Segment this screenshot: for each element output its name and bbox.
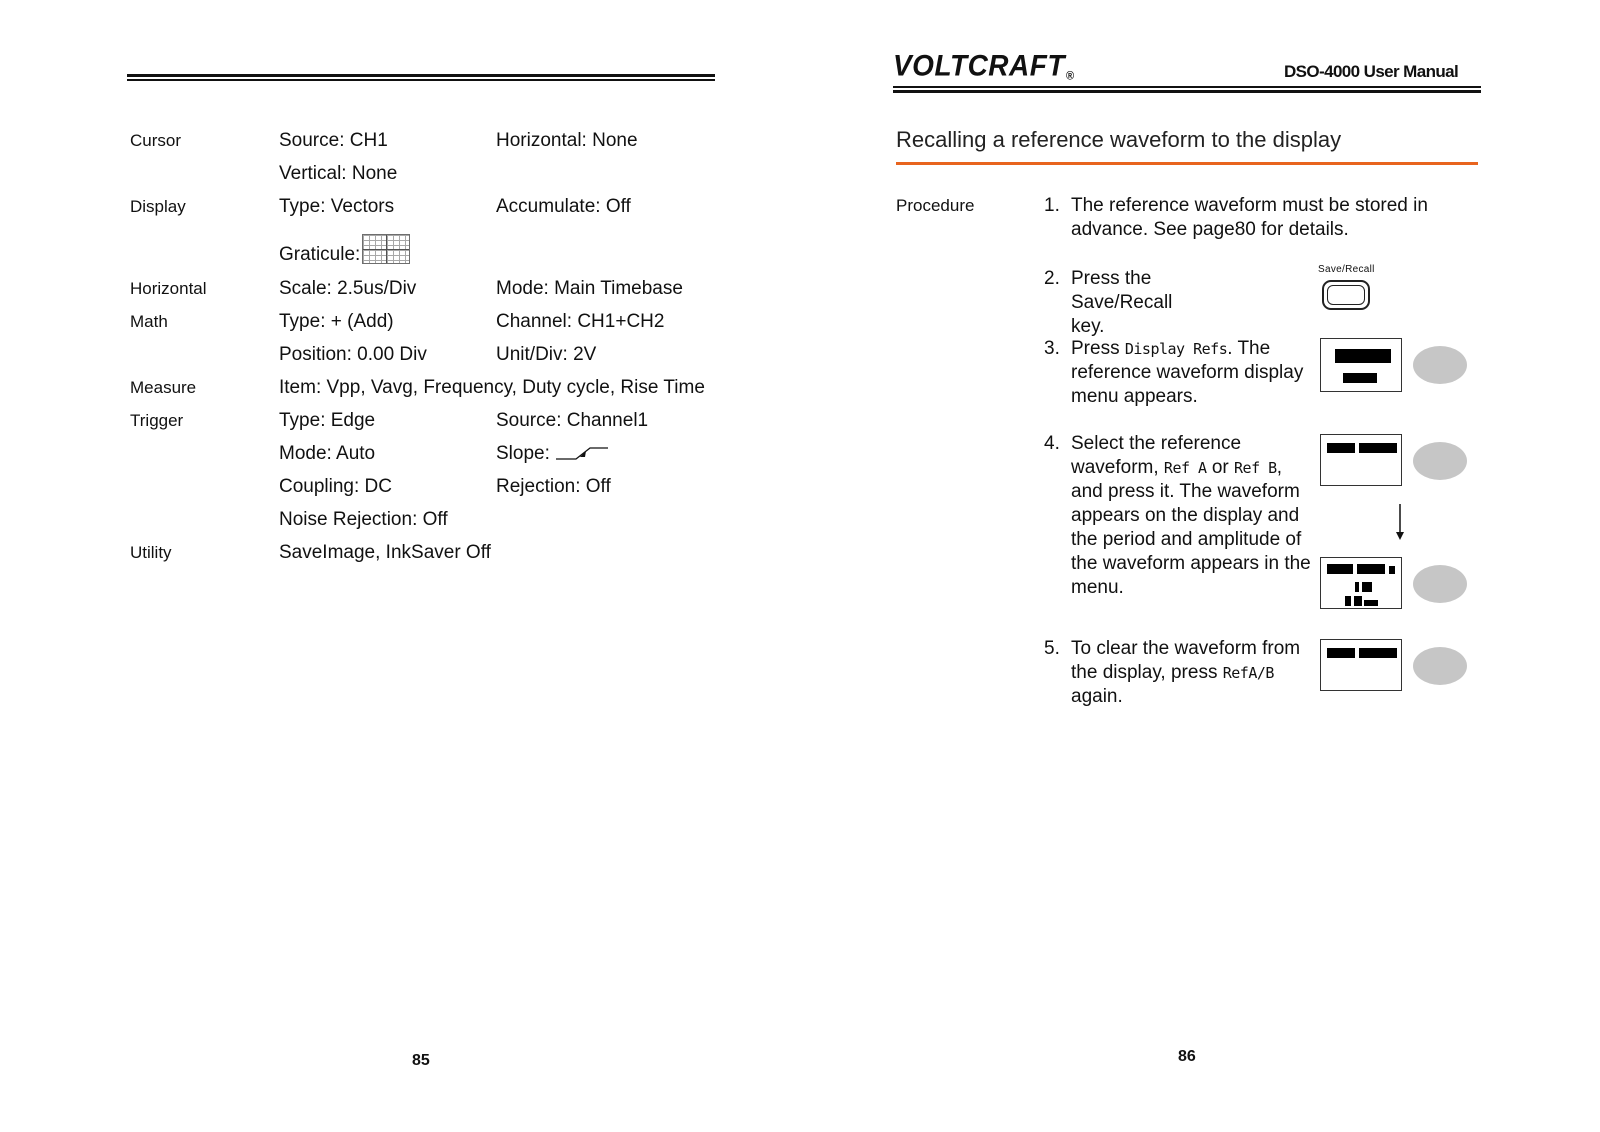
spec-value: Mode: Auto [279, 443, 376, 464]
left-page [0, 0, 790, 1132]
display-refs-key: Display Refs [1124, 340, 1228, 358]
rising-slope-icon [554, 445, 610, 461]
spec-category: Cursor [130, 131, 182, 150]
spec-value: Coupling: DC [279, 476, 392, 497]
spec-value: Type: Vectors [279, 196, 395, 217]
spec-value: Source: Channel1 [496, 410, 649, 431]
spec-value: Position: 0.00 Div [279, 344, 427, 365]
save-recall-key-label: Save/Recall [1318, 264, 1375, 275]
spec-value: Item: Vpp, Vavg, Frequency, Duty cycle, Rise Time [279, 377, 705, 398]
section-title: Recalling a reference waveform to the display [896, 127, 1342, 152]
manual-title: DSO-4000 User Manual [1284, 62, 1459, 81]
ref-ab-key: RefA/B [1222, 664, 1274, 682]
spec-value: Noise Rejection: Off [279, 509, 448, 530]
spec-category: Utility [130, 543, 172, 562]
save-recall-key-icon[interactable] [1322, 280, 1370, 310]
ref-menu-icon [1320, 434, 1402, 486]
spec-value: Scale: 2.5us/Div [279, 278, 417, 299]
ref-a-key: Ref A [1163, 459, 1207, 477]
spec-value: Type: Edge [279, 410, 376, 431]
spec-category: Math [130, 312, 168, 331]
graticule-grid-icon [362, 234, 410, 264]
procedure-label: Procedure [896, 196, 975, 215]
soft-button-icon[interactable] [1413, 346, 1467, 384]
brand-logo: VOLTCRAFT® [893, 49, 1075, 83]
soft-button-icon[interactable] [1413, 565, 1467, 603]
spec-value: Accumulate: Off [496, 196, 631, 217]
ref-b-key: Ref B [1234, 459, 1277, 477]
spec-value: Horizontal: None [496, 130, 638, 151]
page-number: 85 [412, 1052, 430, 1069]
spec-category: Display [130, 197, 186, 216]
page-number: 86 [1178, 1048, 1196, 1065]
spec-category: Measure [130, 378, 197, 397]
spec-value: Unit/Div: 2V [496, 344, 597, 365]
soft-button-icon[interactable] [1413, 442, 1467, 480]
spec-value: Rejection: Off [496, 476, 611, 497]
ref-info-menu-icon [1320, 557, 1402, 609]
ref-menu-icon [1320, 639, 1402, 691]
spec-value: Type: + (Add) [279, 311, 394, 332]
display-refs-menu-icon [1320, 338, 1402, 392]
spec-value: Mode: Main Timebase [496, 278, 683, 299]
down-arrow-icon [1395, 504, 1405, 540]
spec-value: Slope: [496, 443, 610, 465]
spec-category: Horizontal [130, 279, 207, 298]
spec-value: Vertical: None [279, 163, 398, 184]
spec-value: SaveImage, InkSaver Off [279, 542, 491, 563]
soft-button-icon[interactable] [1413, 647, 1467, 685]
spec-value: Channel: CH1+CH2 [496, 311, 665, 332]
header-rule [127, 74, 715, 81]
section-underline [896, 162, 1478, 165]
header-rule [893, 86, 1481, 93]
spec-category: Trigger [130, 411, 184, 430]
spec-value: Graticule: [279, 234, 410, 266]
spec-value: Source: CH1 [279, 130, 388, 151]
